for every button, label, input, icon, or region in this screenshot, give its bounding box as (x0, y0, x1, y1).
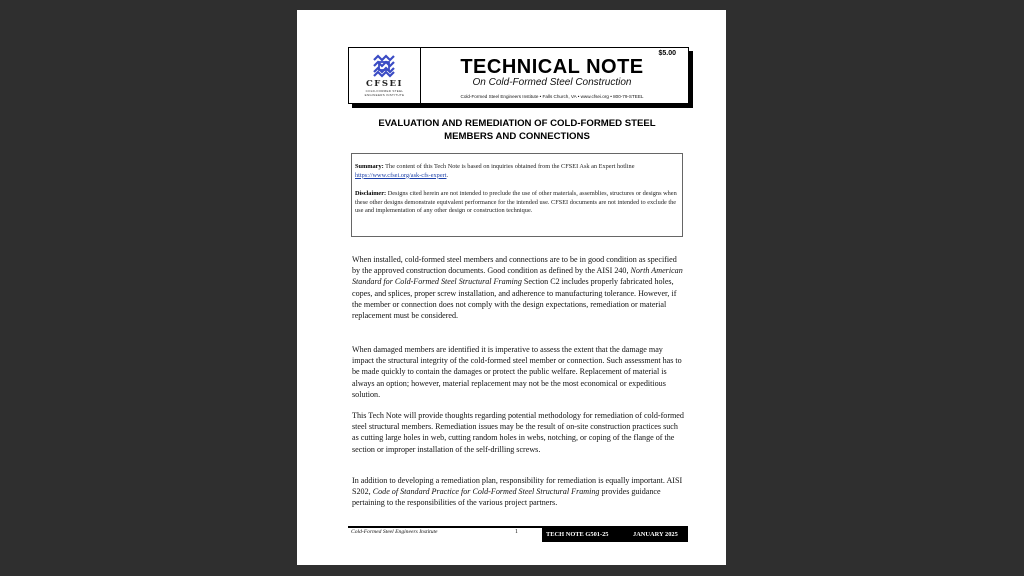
price-label: $5.00 (658, 50, 676, 57)
contact-line: Cold-Formed Steel Engineers Institute • Falls Church, VA • www.cfsei.org • 800-79-STEEL (460, 94, 644, 99)
logo-sub-line2: ENGINEERS INSTITUTE (364, 92, 405, 97)
cfsei-knot-icon (371, 54, 397, 78)
logo-wordmark: CFSEI (366, 79, 403, 89)
document-page (297, 10, 726, 565)
body-paragraph-2: When damaged members are identified it is imperative to assess the extent that the damage may impact the structural integrity of the cold-formed steel member or connection. Such assessment has to be made quickly to contain the damages or protect the public welfare. Replacement of material is always an option; however, material replacement may not be the most economical or expeditious solution. (352, 345, 682, 399)
technical-note-subtitle: On Cold-Formed Steel Construction (472, 77, 632, 88)
p4-standard-title: Code of Standard Practice for Cold-Formed Steel Structural Framing (372, 487, 600, 497)
technical-note-header (348, 47, 689, 104)
summary-paragraph (355, 163, 681, 180)
disclaimer-text: Designs cited herein are not intended to preclude the use of other materials, assemblies, structures or designs when these other designs demonstrate equivalent performance for the intended use. CFSEI documents are not intended to exclude the use and implementation of any other design or construction technique. (355, 190, 677, 215)
summary-text: The content of this Tech Note is based on inquiries obtained from the CFSEI Ask an Expert hotline (383, 163, 635, 170)
p4-text-b: provides guidance pertaining to the responsibilities of the various project partners. (352, 487, 661, 508)
footer-organization: Cold-Formed Steel Engineers Institute (351, 529, 438, 535)
p1-standard-title: North American Standard for Cold-Formed Steel Structural Framing (352, 266, 683, 287)
document-title (337, 118, 697, 143)
ask-expert-link[interactable]: https://www.cfsei.org/ask-cfs-expert (355, 171, 447, 179)
body-paragraph-3: This Tech Note will provide thoughts regarding potential methodology for remediation of cold-formed steel structural members. Remediation issues may be the result of on-site construction practices such as cutting large holes in web, cutting random holes in webs, notching, or coping of the flange of the section or improper installation of the self-drilling screws. (352, 411, 684, 454)
cfsei-logo (349, 48, 421, 103)
body-paragraph-4 (352, 475, 684, 509)
page-number: 1 (515, 529, 518, 535)
logo-subtitle (349, 90, 420, 97)
publication-date: JANUARY 2025 (633, 531, 678, 538)
summary-end: . (446, 171, 449, 179)
document-title-line1: EVALUATION AND REMEDIATION OF COLD-FORMED STEEL (378, 118, 656, 129)
document-title-line2: MEMBERS AND CONNECTIONS (444, 130, 590, 142)
disclaimer-paragraph (355, 190, 681, 216)
technical-note-title: TECHNICAL NOTE (460, 56, 644, 78)
p4-text-a: In addition to developing a remediation plan, responsibility for remediation is equally important. AISI S202, (352, 476, 683, 497)
logo-sub-line1: COLD-FORMED STEEL (365, 89, 404, 93)
summary-box (351, 153, 683, 237)
body-paragraph-1 (352, 254, 684, 321)
tech-note-id: TECH NOTE G501-25 (546, 531, 609, 538)
p1-text-b: Section C2 includes properly fabricated holes, copes, and splices, proper screw installation, and adherence to manufacturing tolerance. However, if the member or connection does not comply with the design expectations, remediation or material replacement must be considered. (352, 277, 677, 321)
footer-tech-note-box (542, 526, 688, 542)
p1-text-a: When installed, cold-formed steel members and connections are to be in good condition as specified by the approved construction documents. Good condition as defined by the AISI 240, (352, 255, 677, 276)
disclaimer-label: Disclaimer: (355, 190, 387, 197)
summary-label: Summary: (355, 163, 384, 170)
